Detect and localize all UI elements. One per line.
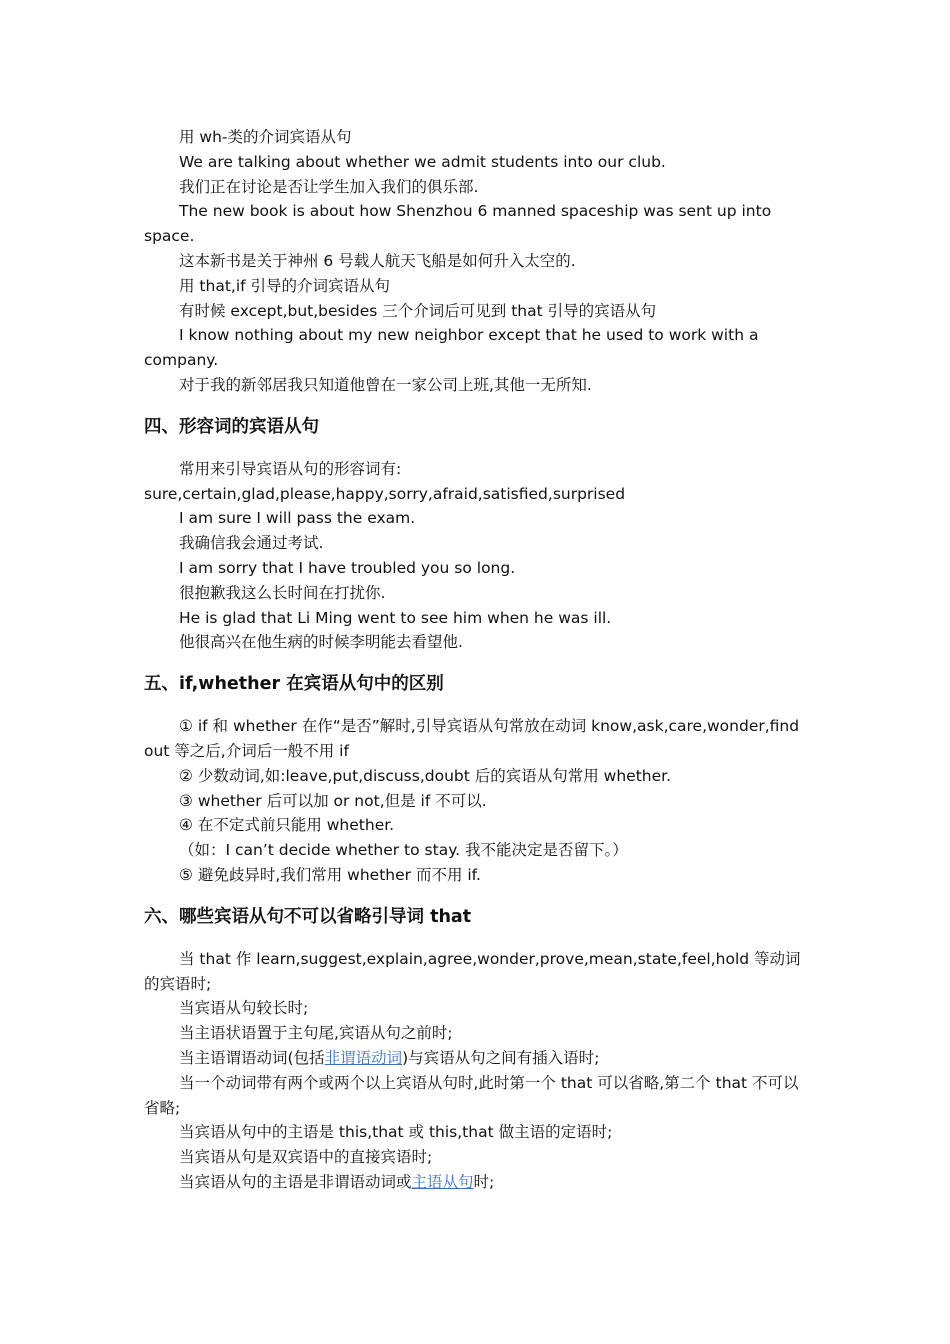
case-non-finite-text-post: 时; xyxy=(473,1172,495,1191)
case-adverbial-end: 当主语状语置于主句尾,宾语从句之前时; xyxy=(179,1024,453,1043)
case-non-finite-subject xyxy=(144,1170,804,1195)
paragraph-wh-prep-clause: 用 wh-类的介词宾语从句 xyxy=(179,128,352,146)
example-sentence-en: I am sure I will pass the exam. xyxy=(179,509,416,528)
case-insertion-text-pre: 当主语谓语动词(包括 xyxy=(179,1048,325,1067)
example-sentence-en: I know nothing about my new neighbor except that he used to work with a company. xyxy=(144,326,759,370)
case-this-that-subject: 当宾语从句中的主语是 this,that 或 this,that 做主语的定语时; xyxy=(179,1123,613,1142)
section-heading-that-not-omitted: 六、哪些宾语从句不可以省略引导词 that xyxy=(144,906,472,927)
example-sentence-en: I am sorry that I have troubled you so long. xyxy=(179,558,516,577)
example-sentence-zh: 我确信我会通过考试. xyxy=(179,534,324,553)
adjective-intro: 常用来引导宾语从句的形容词有: xyxy=(179,459,402,478)
example-sentence-zh: 对于我的新邻居我只知道他曾在一家公司上班,其他一无所知. xyxy=(179,375,592,394)
example-sentence-en: We are talking about whether we admit students into our club. xyxy=(179,152,666,171)
section-heading-adjective-object-clause: 四、形容词的宾语从句 xyxy=(144,416,319,437)
example-sentence-en: He is glad that Li Ming went to see him when he was ill. xyxy=(179,608,612,627)
case-double-object: 当宾语从句是双宾语中的直接宾语时; xyxy=(179,1148,433,1167)
example-sentence-zh: 他很高兴在他生病的时候李明能去看望他. xyxy=(179,633,463,652)
case-multiple-clauses: 当一个动词带有两个或两个以上宾语从句时,此时第一个 that 可以省略,第二个 that 不可以省略; xyxy=(144,1073,799,1117)
rule-example: （如：I can’t decide whether to stay. 我不能决定是否留下。） xyxy=(179,841,628,860)
document-page xyxy=(144,125,804,1195)
example-sentence-zh: 我们正在讨论是否让学生加入我们的俱乐部. xyxy=(179,177,479,196)
case-insertion-text-post: )与宾语从句之间有插入语时; xyxy=(402,1048,600,1067)
case-insertion xyxy=(144,1046,804,1071)
paragraph-except-but-besides: 有时候 except,but,besides 三个介词后可见到 that 引导的宾语从句 xyxy=(179,301,657,320)
rule-item-3: ③ whether 后可以加 or not,但是 if 不可以. xyxy=(179,791,487,810)
rule-item-5: ⑤ 避免歧异时,我们常用 whether 而不用 if. xyxy=(179,865,481,884)
section-heading-if-whether: 五、if,whether 在宾语从句中的区别 xyxy=(144,674,444,695)
rule-item-2: ② 少数动词,如:leave,put,discuss,doubt 后的宾语从句常用 whether. xyxy=(179,766,672,785)
rule-item-4: ④ 在不定式前只能用 whether. xyxy=(179,816,395,835)
case-non-finite-text-pre: 当宾语从句的主语是非谓语动词或 xyxy=(179,1172,412,1191)
case-verb-object: 当 that 作 learn,suggest,explain,agree,wonder,prove,mean,state,feel,hold 等动词的宾语时; xyxy=(144,949,801,993)
example-sentence-zh: 很抱歉我这么长时间在打扰你. xyxy=(179,583,386,602)
example-sentence-zh: 这本新书是关于神州 6 号载人航天飞船是如何升入太空的. xyxy=(179,251,576,270)
adjective-list: sure,certain,glad,please,happy,sorry,afraid,satisfied,surprised xyxy=(144,484,626,503)
link-subject-clause[interactable]: 主语从句 xyxy=(411,1172,474,1191)
rule-item-1: ① if 和 whether 在作“是否”解时,引导宾语从句常放在动词 know,ask,care,wonder,find out 等之后,介词后一般不用 if xyxy=(144,717,800,760)
example-sentence-en: The new book is about how Shenzhou 6 manned spaceship was sent up into space. xyxy=(144,202,772,246)
case-long-clause: 当宾语从句较长时; xyxy=(179,999,309,1018)
paragraph-that-if-prep-clause: 用 that,if 引导的介词宾语从句 xyxy=(179,276,391,295)
link-non-finite-verb[interactable]: 非谓语动词 xyxy=(324,1048,403,1067)
